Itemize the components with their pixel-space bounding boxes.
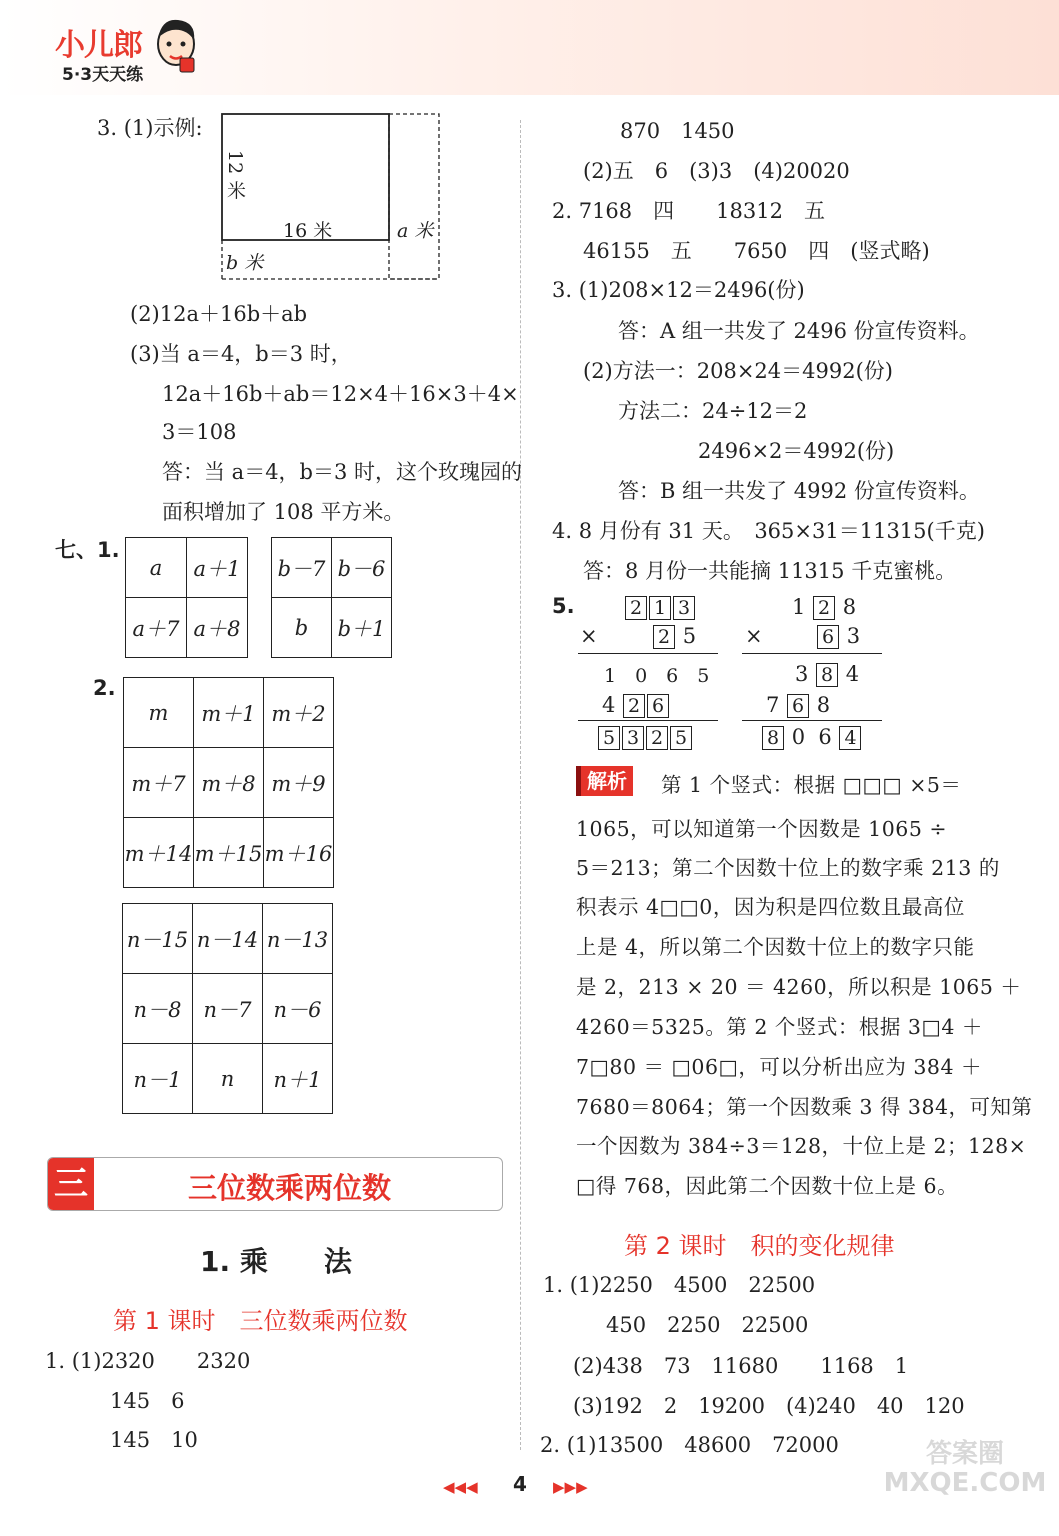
v2-rule2: [742, 720, 882, 721]
r-line8: 方法二：24÷12＝2: [618, 399, 808, 423]
analysis-line2: 1065，可以知道第一个因数是 1065 ÷: [576, 817, 948, 841]
v2-factor-b: [816, 624, 860, 649]
v2-partial1: [795, 662, 859, 687]
r-line12: 答：8 月份一共能摘 11315 千克蜜桃。: [583, 559, 957, 583]
r-line5: 3. (1)208×12＝2496(份): [552, 278, 805, 302]
s-line5: 2. (1)13500 48600 72000: [540, 1433, 839, 1457]
digit-box: 4: [839, 726, 861, 750]
s-line3: (2)438 73 11680 1168 1: [573, 1354, 909, 1378]
digit-box: 1: [649, 596, 671, 620]
mascot-icon: [152, 14, 200, 76]
digit-box: 2: [653, 625, 675, 649]
grid-m: [123, 677, 334, 888]
digit-box: 3: [622, 726, 644, 750]
page-number: 4: [513, 1472, 527, 1496]
r-line6: 答：A 组一共发了 2496 份宣传资料。: [618, 319, 980, 343]
grid-cell: n－13: [263, 904, 333, 974]
unit-title: 1. 乘 法: [200, 1245, 352, 1278]
analysis-line5: 上是 4，所以第二个因数十位上的数字只能: [576, 935, 975, 959]
q3-3-ans2: 面积增加了 108 平方米。: [162, 500, 405, 524]
section-banner: [47, 1157, 503, 1211]
q3-2: (2)12a＋16b＋ab: [130, 302, 308, 326]
digit-box: 2: [625, 596, 647, 620]
v2-rule1: [742, 653, 882, 654]
analysis-line6: 是 2，213 × 20 ＝ 4260，所以积是 1065 ＋: [576, 975, 1022, 999]
digit-box: 2: [623, 694, 645, 718]
v1-factor-a: [624, 595, 696, 620]
grid-n: [122, 903, 333, 1114]
grid-cell: m＋8: [194, 748, 264, 818]
prev-arrows-icon: ◀◀◀: [443, 1478, 478, 1496]
s-line4: (3)192 2 19200 (4)240 40 120: [573, 1394, 965, 1418]
grid-cell: n＋1: [263, 1044, 333, 1114]
page-header: [0, 0, 1059, 95]
digit-box: 3: [673, 596, 695, 620]
analysis-line9: 7680＝8064；第一个因数乘 3 得 384，可知第: [576, 1095, 1033, 1119]
s-line2: 450 2250 22500: [606, 1313, 809, 1337]
dim-am: a 米: [397, 220, 434, 242]
digit: 3: [846, 624, 861, 648]
digit-box: 8: [816, 663, 838, 687]
v1-partial2: [602, 693, 670, 718]
q7-label: 七、1.: [55, 538, 120, 562]
digit: 7: [766, 693, 780, 717]
digit: 4: [845, 662, 860, 686]
v1-factor-b: [652, 624, 696, 649]
grid-cell: a＋7: [126, 598, 187, 658]
v1-rule2: [578, 720, 718, 721]
r-line7: (2)方法一：208×24＝4992(份): [583, 359, 893, 383]
grid-cell: m＋7: [124, 748, 194, 818]
r-line2: (2)五 6 (3)3 (4)20020: [583, 159, 850, 183]
v1-rule1: [578, 653, 718, 654]
q5-label: 5.: [552, 594, 575, 618]
digit-box: 2: [813, 596, 835, 620]
dim-16m: 16 米: [283, 220, 333, 242]
digit-box: 6: [787, 694, 809, 718]
digit: 6: [818, 725, 832, 749]
digit: 4: [602, 693, 616, 717]
q3-3-eq1: 12a＋16b＋ab＝12×4＋16×3＋4×: [162, 382, 519, 406]
grid-cell: m＋16: [264, 818, 334, 888]
q3-3: (3)当 a＝4，b＝3 时，: [130, 342, 352, 366]
digit-box: 5: [598, 726, 620, 750]
s-line1: 1. (1)2250 4500 22500: [543, 1273, 816, 1297]
grid-a: [125, 537, 248, 658]
grid-cell: n－7: [193, 974, 263, 1044]
dim-12m: 12 米: [224, 150, 246, 200]
q3-3-eq2: 3＝108: [162, 420, 237, 444]
l1-line2: 145 6: [110, 1389, 185, 1413]
v1-partial1: 1 0 6 5: [604, 665, 710, 687]
grid-cell: n－6: [263, 974, 333, 1044]
grid-cell: m＋1: [194, 678, 264, 748]
r-line10: 答：B 组一共发了 4992 份宣传资料。: [618, 479, 980, 503]
analysis-line10: 一个因数为 384÷3＝128，十位上是 2；128×: [576, 1134, 1027, 1158]
analysis-line7: 4260＝5325。第 2 个竖式：根据 3□4 ＋: [576, 1015, 983, 1039]
next-arrows-icon: ▶▶▶: [553, 1478, 588, 1496]
digit-box: 6: [817, 625, 839, 649]
q3-label: 3. (1)示例:: [97, 116, 203, 140]
r-line1: 870 1450: [620, 119, 735, 143]
lesson-1-title: 第 1 课时 三位数乘两位数: [113, 1307, 408, 1335]
column-divider: [520, 120, 521, 1450]
digit: 8: [842, 595, 857, 619]
v2-partial2: [766, 693, 830, 718]
brand-logo: 小儿郎: [55, 28, 142, 63]
digit-box: 5: [670, 726, 692, 750]
grid-cell: b: [272, 598, 332, 658]
grid-cell: n－1: [123, 1044, 193, 1114]
grid-cell: b－7: [272, 538, 332, 598]
grid-cell: m＋9: [264, 748, 334, 818]
l1-line1: 1. (1)2320 2320: [45, 1349, 251, 1373]
grid-cell: b－6: [332, 538, 392, 598]
digit: 8: [816, 693, 831, 717]
grid-cell: b＋1: [332, 598, 392, 658]
r-line4: 46155 五 7650 四 (竖式略): [583, 239, 930, 263]
lesson-2-title: 第 2 课时 积的变化规律: [624, 1232, 895, 1260]
grid-cell: n－8: [123, 974, 193, 1044]
analysis-line3: 5＝213；第二个因数十位上的数字乘 213 的: [576, 856, 1000, 880]
grid-cell: m: [124, 678, 194, 748]
section-badge: 三: [48, 1158, 94, 1210]
grid-cell: n－14: [193, 904, 263, 974]
v1-result: [597, 725, 693, 750]
analysis-line1: 第 1 个竖式：根据 □□□ ×5＝: [640, 773, 962, 797]
digit-box: 6: [647, 694, 669, 718]
grid-cell: a: [126, 538, 187, 598]
digit-box: 8: [762, 726, 784, 750]
grid-cell: a＋8: [187, 598, 248, 658]
watermark: 答案圈 MXQE.COM: [883, 1439, 1047, 1498]
r-line3: 2. 7168 四 18312 五: [552, 199, 825, 223]
v2-times: ×: [745, 624, 763, 648]
q3-3-ans1: 答：当 a＝4，b＝3 时，这个玫瑰园的: [162, 460, 523, 484]
analysis-line4: 积表示 4□□0，因为积是四位数且最高位: [576, 895, 965, 919]
section-title: 三位数乘两位数: [188, 1171, 392, 1205]
r-line9: 2496×2＝4992(份): [698, 439, 895, 463]
analysis-tag: 解析: [576, 766, 633, 796]
brand-subtitle: 5·3天天练: [62, 65, 144, 85]
q7-2-label: 2.: [93, 676, 116, 700]
digit: 0: [791, 725, 806, 749]
dim-bm: b 米: [226, 252, 264, 274]
analysis-line11: □得 768，因此第二个因数十位上是 6。: [576, 1174, 959, 1198]
grid-cell: n: [193, 1044, 263, 1114]
grid-cell: a＋1: [187, 538, 248, 598]
grid-cell: m＋2: [264, 678, 334, 748]
v1-times: ×: [580, 624, 598, 648]
grid-cell: m＋15: [194, 818, 264, 888]
digit-box: 2: [646, 726, 668, 750]
grid-cell: m＋14: [124, 818, 194, 888]
grid-b: [271, 537, 392, 658]
l1-line3: 145 10: [110, 1428, 198, 1452]
digit: 1: [792, 595, 806, 619]
v2-result: [761, 725, 862, 750]
analysis-line8: 7□80 ＝ □06□，可以分析出应为 384 ＋: [576, 1055, 983, 1079]
grid-cell: n－15: [123, 904, 193, 974]
digit: 3: [795, 662, 809, 686]
v2-factor-a: [792, 595, 856, 620]
r-line11: 4. 8 月份有 31 天。 365×31＝11315(千克): [552, 519, 985, 543]
digit: 5: [682, 624, 697, 648]
